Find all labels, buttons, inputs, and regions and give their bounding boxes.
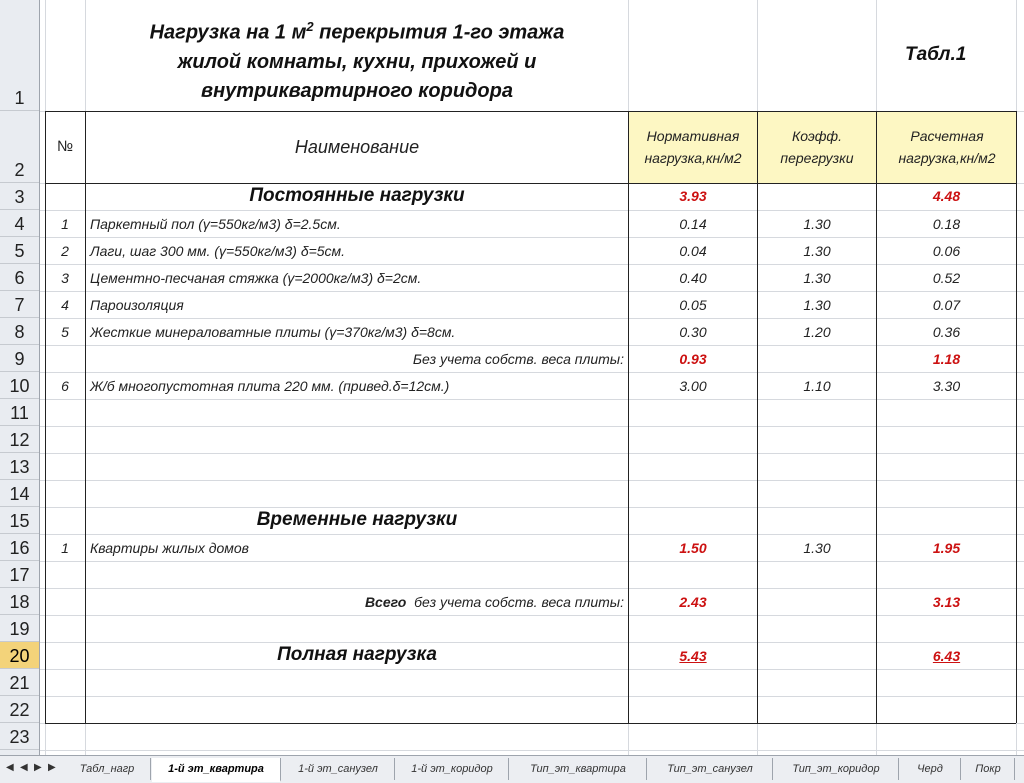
- section-temporary[interactable]: Временные нагрузки: [256, 509, 458, 530]
- subtotal-calc[interactable]: 1.18: [932, 351, 961, 367]
- temp-item-norm[interactable]: 1.50: [679, 540, 707, 556]
- item-norm[interactable]: 0.30: [679, 324, 707, 340]
- item-name[interactable]: Паркетный пол (γ=550кг/м3) δ=2.5см.: [90, 216, 341, 232]
- row-number[interactable]: 19: [0, 615, 39, 642]
- sheet-title: [92, 12, 622, 106]
- full-calc-total[interactable]: 6.43: [932, 648, 961, 664]
- section-full[interactable]: Полная нагрузка: [277, 644, 437, 665]
- subtotal-norm[interactable]: 0.93: [679, 351, 707, 367]
- item-n[interactable]: 3: [61, 270, 69, 286]
- full-norm-total[interactable]: 5.43: [679, 648, 707, 664]
- header-calc[interactable]: Расчетная нагрузка,кн/м2: [898, 128, 996, 166]
- sheet-tab[interactable]: 1-й эт_квартира: [152, 758, 281, 782]
- row-number[interactable]: 1: [0, 0, 39, 111]
- slab-num[interactable]: 6: [61, 378, 69, 394]
- permanent-norm-total[interactable]: 3.93: [679, 188, 707, 204]
- sheet-tab[interactable]: Тип_эт_квартира: [510, 758, 647, 780]
- table-border: [45, 183, 1016, 184]
- item-calc[interactable]: 0.18: [932, 216, 961, 232]
- table-border: [876, 111, 877, 723]
- total-row-label[interactable]: [86, 594, 624, 610]
- table-border: [628, 111, 629, 723]
- item-calc[interactable]: 0.52: [932, 270, 961, 286]
- table-border: [85, 111, 86, 723]
- section-permanent[interactable]: Постоянные нагрузки: [249, 185, 465, 206]
- item-name[interactable]: Цементно-песчаная стяжка (γ=2000кг/м3) δ=2см.: [90, 270, 422, 286]
- slab-calc[interactable]: 3.30: [932, 378, 961, 394]
- sheet-tab-bar: [0, 755, 1024, 783]
- row-number[interactable]: 15: [0, 507, 39, 534]
- item-norm[interactable]: 0.14: [679, 216, 707, 232]
- title-line3: внутриквартирного коридора: [201, 79, 513, 102]
- item-calc[interactable]: 0.07: [932, 297, 961, 313]
- slab-norm[interactable]: 3.00: [679, 378, 707, 394]
- sheet-tab[interactable]: Черд: [900, 758, 961, 780]
- item-n[interactable]: 5: [61, 324, 69, 340]
- tab-prev-icon[interactable]: ◀: [20, 762, 28, 773]
- item-name[interactable]: Пароизоляция: [90, 297, 184, 313]
- table-border: [45, 111, 46, 723]
- header-name[interactable]: Наименование: [294, 137, 420, 157]
- row-number[interactable]: 11: [0, 399, 39, 426]
- item-n[interactable]: 1: [61, 216, 69, 232]
- row-number[interactable]: 10: [0, 372, 39, 399]
- row-number[interactable]: 22: [0, 696, 39, 723]
- slab-coef[interactable]: 1.10: [803, 378, 831, 394]
- item-calc[interactable]: 0.06: [932, 243, 961, 259]
- header-num[interactable]: №: [56, 138, 74, 155]
- title-line1b: перекрытия 1-го этажа: [313, 21, 565, 44]
- header-coef[interactable]: Коэфф. перегрузки: [780, 128, 854, 166]
- subtotal-label[interactable]: Без учета собств. веса плиты:: [412, 351, 624, 367]
- row-number[interactable]: 6: [0, 264, 39, 291]
- temp-item-coef[interactable]: 1.30: [803, 540, 831, 556]
- row-number[interactable]: 23: [0, 723, 39, 750]
- total-row-calc[interactable]: 3.13: [932, 594, 961, 610]
- row-number[interactable]: 14: [0, 480, 39, 507]
- item-norm[interactable]: 0.40: [679, 270, 707, 286]
- temp-item-num[interactable]: 1: [61, 540, 69, 556]
- sheet-tab[interactable]: Тип_эт_санузел: [648, 758, 773, 780]
- row-header-column[interactable]: [0, 0, 40, 755]
- item-n[interactable]: 2: [61, 243, 69, 259]
- item-name[interactable]: Жесткие минераловатные плиты (γ=370кг/м3) δ=8см.: [90, 324, 456, 340]
- row-number[interactable]: 20: [0, 642, 39, 669]
- row-number[interactable]: 9: [0, 345, 39, 372]
- title-line2: жилой комнаты, кухни, прихожей и: [177, 50, 537, 73]
- table-border: [1016, 111, 1017, 723]
- header-norm[interactable]: Нормативная нагрузка,кн/м2: [644, 128, 742, 166]
- tab-first-icon[interactable]: ◀: [6, 762, 14, 773]
- item-name[interactable]: Лаги, шаг 300 мм. (γ=550кг/м3) δ=5см.: [90, 243, 346, 259]
- sheet-tab[interactable]: Покр: [962, 758, 1015, 780]
- row-number[interactable]: 7: [0, 291, 39, 318]
- tab-next-icon[interactable]: ▶: [34, 762, 42, 773]
- temp-item-name[interactable]: Квартиры жилых домов: [90, 540, 249, 556]
- row-number[interactable]: 3: [0, 183, 39, 210]
- item-coef[interactable]: 1.30: [803, 243, 831, 259]
- table-border: [45, 723, 1016, 724]
- permanent-calc-total[interactable]: 4.48: [932, 188, 961, 204]
- slab-name[interactable]: Ж/б многопустотная плита 220 мм. (привед.δ=12см.): [90, 378, 450, 394]
- item-calc[interactable]: 0.36: [932, 324, 961, 340]
- sheet-tab[interactable]: 1-й эт_санузел: [282, 758, 395, 780]
- row-number[interactable]: 5: [0, 237, 39, 264]
- title-line1: Нагрузка на 1 м: [149, 21, 307, 44]
- item-coef[interactable]: 1.30: [803, 270, 831, 286]
- temp-item-calc[interactable]: 1.95: [932, 540, 961, 556]
- row-number[interactable]: 2: [0, 111, 39, 183]
- item-coef[interactable]: 1.30: [803, 297, 831, 313]
- table-label: Табл.1: [905, 44, 967, 65]
- row-number[interactable]: 4: [0, 210, 39, 237]
- row-number[interactable]: 13: [0, 453, 39, 480]
- row-number[interactable]: 18: [0, 588, 39, 615]
- item-coef[interactable]: 1.30: [803, 216, 831, 232]
- item-n[interactable]: 4: [61, 297, 69, 313]
- row-number[interactable]: 12: [0, 426, 39, 453]
- total-row-norm[interactable]: 2.43: [679, 594, 707, 610]
- tab-last-icon[interactable]: ▶: [48, 762, 56, 773]
- total-row-text: без учета собств. веса плиты:: [414, 594, 624, 610]
- sheet-tab[interactable]: Табл_нагр: [64, 758, 151, 780]
- item-coef[interactable]: 1.20: [803, 324, 831, 340]
- row-number[interactable]: 8: [0, 318, 39, 345]
- title-superscript: 2: [306, 19, 314, 34]
- total-row-bold: Всего: [364, 594, 407, 610]
- sheet-tab[interactable]: Тип_эт_коридор: [774, 758, 899, 780]
- row-number[interactable]: 21: [0, 669, 39, 696]
- item-norm[interactable]: 0.05: [679, 297, 707, 313]
- table-border: [757, 111, 758, 723]
- sheet-tab[interactable]: 1-й эт_коридор: [396, 758, 509, 780]
- row-number[interactable]: 17: [0, 561, 39, 588]
- table-border: [45, 111, 1016, 112]
- row-number[interactable]: 16: [0, 534, 39, 561]
- item-norm[interactable]: 0.04: [679, 243, 707, 259]
